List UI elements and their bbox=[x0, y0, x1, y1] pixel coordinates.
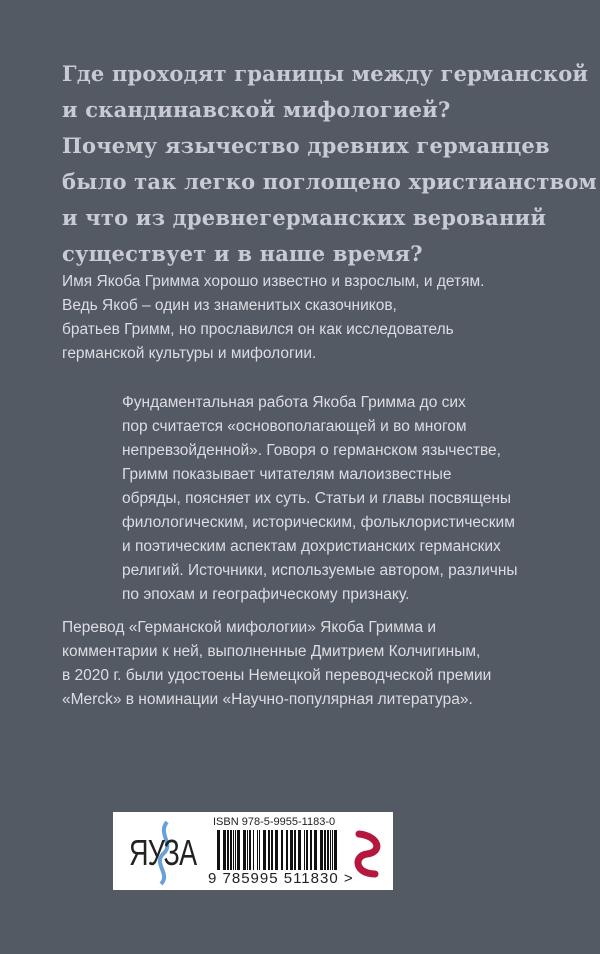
text-line: Гримм показывает читателям малоизвестные bbox=[122, 466, 452, 483]
barcode-bar bbox=[314, 830, 317, 870]
text-line: филологическим, историческим, фольклористическим bbox=[122, 514, 515, 531]
barcode-bar bbox=[310, 830, 312, 870]
barcode-bar bbox=[290, 830, 293, 870]
headline-line: существует и в наше время? bbox=[62, 241, 423, 266]
barcode-panel: ЯУЗА ISBN 978-5-9955-1183-0 9 785995 511830 > bbox=[113, 812, 393, 890]
text-line: обряды, поясняет их суть. Статьи и главы посвящены bbox=[122, 490, 512, 507]
text-line: «Merck» в номинации «Научно-популярная литература». bbox=[62, 691, 473, 708]
barcode-bar bbox=[243, 830, 246, 870]
barcode-bar bbox=[334, 830, 337, 870]
headline-line: и скандинавской мифологией? bbox=[62, 97, 451, 122]
barcode-bar bbox=[320, 830, 323, 870]
award-paragraph bbox=[62, 616, 491, 712]
barcode-bar bbox=[304, 830, 305, 870]
barcode-bar bbox=[253, 830, 254, 870]
isbn-text: ISBN 978-5-9955-1183-0 bbox=[213, 816, 336, 828]
barcode-bar bbox=[217, 830, 220, 870]
text-line: Ведь Якоб – один из знаменитых сказочников, bbox=[62, 297, 397, 314]
text-line: непревзойденной». Говоря о германском язычестве, bbox=[122, 442, 501, 459]
barcode-bar bbox=[298, 830, 301, 870]
barcode-bar bbox=[257, 830, 258, 870]
barcode-bar bbox=[286, 830, 288, 870]
barcode-digits: 9 785995 511830 > bbox=[208, 870, 354, 887]
text-line: братьев Гримм, но прославился он как исследователь bbox=[62, 321, 454, 338]
text-line: Фундаментальная работа Якоба Гримма до сих bbox=[122, 394, 466, 411]
headline bbox=[62, 56, 597, 272]
barcode-bar bbox=[330, 830, 331, 870]
text-line: пор считается «основополагающей и во многом bbox=[122, 418, 467, 435]
barcode-bar bbox=[230, 830, 232, 870]
barcode-bar bbox=[327, 830, 329, 870]
text-line: Имя Якоба Гримма хорошо известно и взрослым, и детям. bbox=[62, 273, 485, 290]
text-line: Перевод «Германской мифологии» Якоба Гримма и bbox=[62, 619, 437, 636]
barcode-bar bbox=[268, 830, 270, 870]
barcode-bar bbox=[275, 830, 278, 870]
text-line: по эпохам и географическому признаку. bbox=[122, 586, 410, 603]
intro-paragraph bbox=[62, 270, 484, 366]
barcode-bar bbox=[294, 830, 296, 870]
headline-line: и что из древнегерманских верований bbox=[62, 205, 547, 230]
barcode-bar bbox=[332, 830, 333, 870]
barcode-bar bbox=[237, 830, 240, 870]
text-line: комментарии к ней, выполненные Дмитрием Колчигиным, bbox=[62, 643, 481, 660]
barcode-bar bbox=[306, 830, 308, 870]
headline-line: было так легко поглощено христианством bbox=[62, 169, 597, 194]
barcode-bar bbox=[259, 830, 260, 870]
barcode-icon bbox=[217, 830, 337, 870]
barcode-bar bbox=[324, 830, 326, 870]
barcode-bar bbox=[223, 830, 226, 870]
text-line: в 2020 г. были удостоены Немецкой переводческой премии bbox=[62, 667, 492, 684]
headline-line: Почему язычество древних германцев bbox=[62, 133, 550, 158]
eksmo-logo-icon bbox=[349, 830, 385, 878]
description-paragraph bbox=[122, 391, 518, 607]
barcode-bar bbox=[235, 830, 236, 870]
headline-line: Где проходят границы между германской bbox=[62, 61, 589, 86]
text-line: и поэтическим аспектам дохристианских германских bbox=[122, 538, 501, 555]
barcode-bar bbox=[227, 830, 229, 870]
barcode-bar bbox=[247, 830, 248, 870]
barcode-bar bbox=[249, 830, 251, 870]
barcode-bar bbox=[233, 830, 234, 870]
barcode-bar bbox=[263, 830, 266, 870]
text-line: германской культуры и мифологии. bbox=[62, 345, 317, 362]
barcode-bar bbox=[271, 830, 273, 870]
barcode-bar bbox=[281, 830, 283, 870]
text-line: религий. Источники, используемые автором, различны bbox=[122, 562, 518, 579]
